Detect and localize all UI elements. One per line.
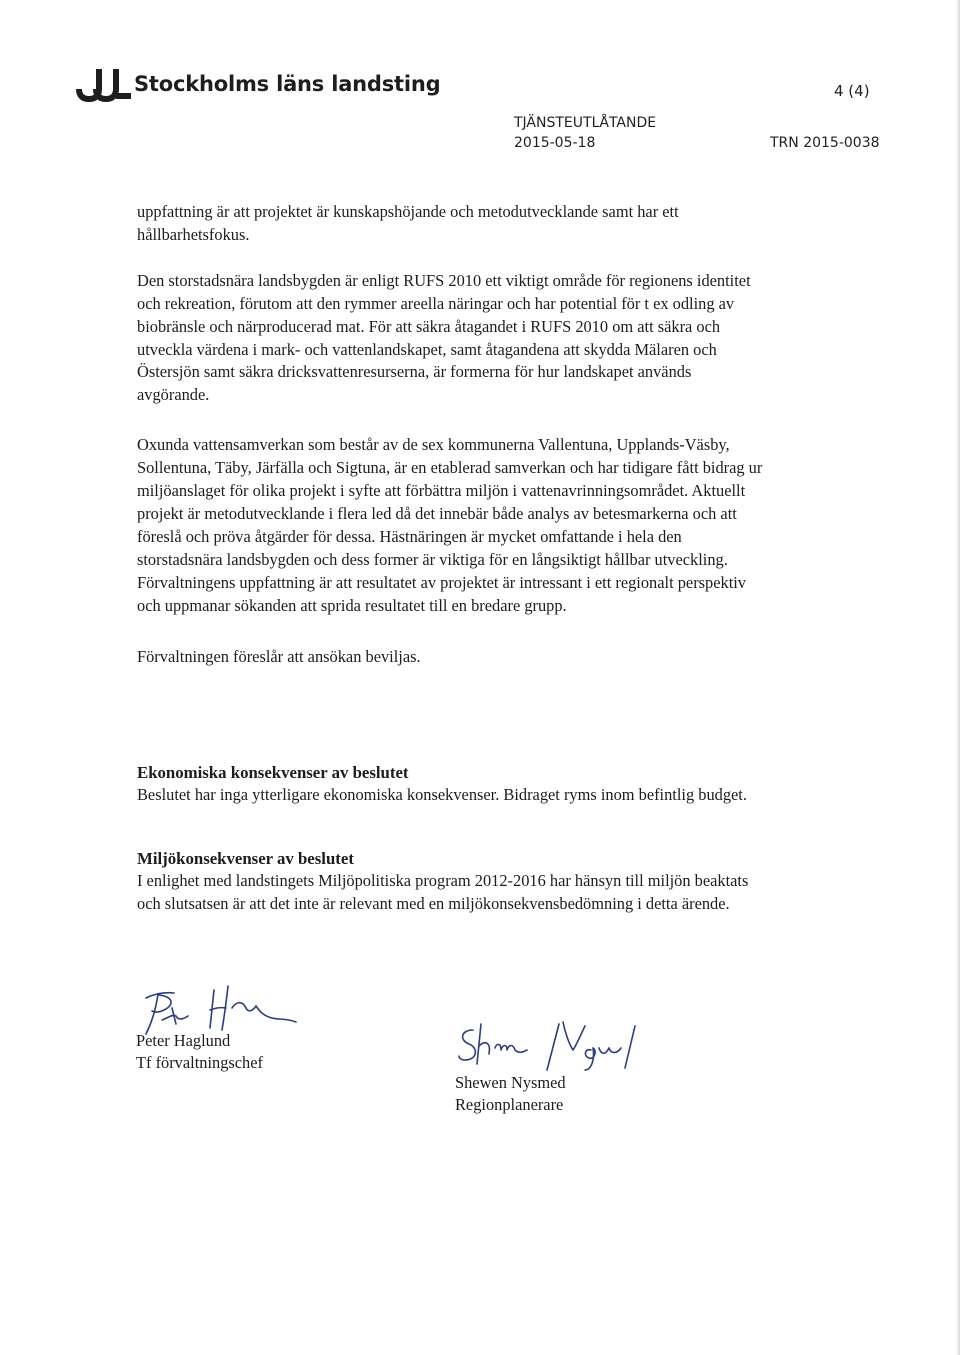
signatory-title: Regionplanerare	[455, 1095, 564, 1114]
signature-block-2	[455, 1020, 715, 1116]
handwritten-signature	[455, 1020, 715, 1072]
paragraph: Förvaltningen föreslår att ansökan beviljas.	[137, 646, 421, 666]
sll-logo-icon	[76, 66, 132, 102]
section-heading: Ekonomiska konsekvenser av beslutet	[137, 763, 409, 782]
section-environmental-consequences	[137, 847, 767, 916]
section-heading: Miljökonsekvenser av beslutet	[137, 849, 354, 868]
header-logo	[76, 66, 440, 102]
page-edge	[956, 0, 960, 1355]
document-reference: TRN 2015-0038	[770, 135, 880, 151]
body-text	[137, 201, 767, 668]
paragraph: uppfattning är att projektet är kunskapshöjande och metodutvecklande samt har ett hållbarhetsfokus.	[137, 202, 679, 244]
paragraph: Den storstadsnära landsbygden är enligt RUFS 2010 ett viktigt område för regionens identitet och rekreation, förutom att den rymmer areella näringar och har potential för t ex odling av biobränsle och närproducerad mat. För att säkra åtagandet i RUFS 2010 om att säkra och utveckla värdena i mark- och vattenlandskapet, samt åtagandena att skydda Mälaren och Östersjön samt säkra dricksvattenresurserna, är formerna för hur landskapet används avgörande.	[137, 270, 751, 405]
section-economic-consequences	[137, 761, 767, 807]
page-number: 4 (4)	[834, 82, 870, 100]
section-text: I enlighet med landstingets Miljöpolitiska program 2012-2016 har hänsyn till miljön beaktats och slutsatsen är att det inte är relevant med en miljökonsekvensbedömning i detta ärende.	[137, 871, 749, 913]
org-name: Stockholms läns landsting	[134, 72, 441, 96]
signature-block-1	[136, 978, 356, 1074]
handwritten-signature	[136, 978, 336, 1036]
signatory-title: Tf förvaltningschef	[136, 1053, 263, 1072]
document-date: 2015-05-18	[514, 135, 596, 151]
signatory-name: Peter Haglund	[136, 1031, 231, 1050]
paragraph: Oxunda vattensamverkan som består av de sex kommunerna Vallentuna, Upplands-Väsby, Sollentuna, Täby, Järfälla och Sigtuna, är en etablerad samverkan och har tidigare fått bidrag ur miljöanslaget för olika projekt i syfte att förbättra miljön i vattenavrinningsområdet. Aktuellt projekt är metodutvecklande i flera led då det innebär både analys av betesmarkerna och att föreslå och pröva åtgärder för dessa. Hästnäringen är mycket omfattande i hela den storstadsnära landsbygden och dess former är viktiga för en långsiktigt hållbar utveckling. Förvaltningens uppfattning är att resultatet av projektet är intressant i ett regionalt perspektiv och uppmanar sökanden att sprida resultatet till en bredare grupp.	[137, 435, 763, 615]
section-text: Beslutet har inga ytterligare ekonomiska konsekvenser. Bidraget ryms inom befintlig budget.	[137, 785, 747, 804]
document-type: TJÄNSTEUTLÅTANDE	[514, 115, 657, 131]
signatory-name: Shewen Nysmed	[455, 1073, 566, 1092]
